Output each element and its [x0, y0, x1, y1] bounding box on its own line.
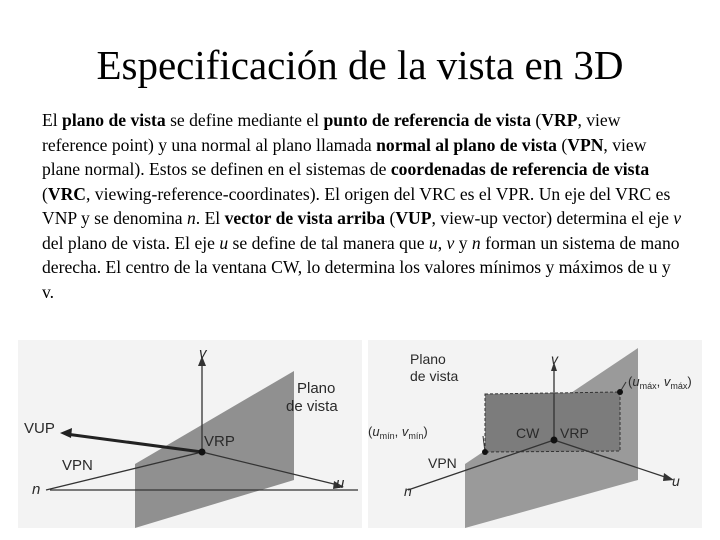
paragraph-segment: (	[385, 208, 396, 228]
paragraph-segment: , view plane normal). Estos se definen en el sistemas de	[42, 134, 647, 179]
paragraph-segment: VRP	[541, 110, 578, 130]
n-axis-label: n	[32, 481, 41, 498]
vpn-label: VPN	[62, 457, 93, 474]
paragraph-segment: VRC	[47, 183, 86, 204]
u-axis-label: u	[336, 475, 345, 492]
paragraph-segment: VUP	[395, 208, 432, 228]
paragraph-segment: , view-up vector) determina el eje	[431, 208, 674, 228]
plane-label-line1: Plano	[297, 380, 336, 397]
paragraph-segment: ,	[437, 232, 447, 253]
paragraph-segment: v	[446, 232, 455, 253]
paragraph-segment: plano de vista	[62, 110, 166, 130]
vrp-label: VRP	[560, 425, 589, 441]
paragraph-segment: , view reference point) y una normal al plano llamada	[42, 110, 621, 155]
paragraph-segment: (	[531, 110, 542, 130]
paragraph-segment: u	[219, 232, 229, 253]
paragraph-segment: . El	[195, 208, 225, 228]
vrp-label: VRP	[204, 433, 235, 450]
v-axis-label: v	[551, 351, 558, 367]
figure-window-cw-diagram	[368, 340, 702, 528]
paragraph-segment: n	[471, 232, 481, 253]
paragraph-segment: u	[428, 232, 438, 253]
figure-view-plane-diagram	[18, 340, 362, 528]
paragraph-segment: VPN	[567, 134, 604, 155]
max-corner-point	[617, 389, 623, 395]
paragraph-segment: y	[454, 232, 472, 253]
u-axis-label: u	[672, 473, 680, 489]
plane-label: Plano de vista	[410, 351, 459, 384]
paragraph-segment: (	[42, 183, 48, 204]
paragraph-segment: vector de vista arriba	[224, 208, 386, 228]
paragraph-segment: forman un sistema de mano derecha. El centro de la ventana CW, lo determina los valores mínimos y máximos de u y v.	[42, 232, 680, 302]
page-title: Especificación de la vista en 3D	[96, 42, 624, 88]
n-axis-label: n	[404, 483, 412, 499]
cw-label: CW	[516, 425, 540, 441]
paragraph-segment: , viewing-reference-coordinates). El origen del VRC es el VPR. Un eje del VRC es VNP y se denomina	[42, 183, 671, 228]
min-corner-point	[482, 449, 488, 455]
plane-label-line2: de vista	[286, 398, 338, 415]
umin-vmin-label: ($u_{mín}$, $v_{mín}$)	[368, 424, 428, 441]
vpn-label: VPN	[428, 455, 457, 471]
paragraph-segment: v	[673, 208, 682, 228]
body-paragraph	[42, 108, 682, 304]
paragraph-segment: del plano de vista. El eje	[42, 232, 220, 253]
vrp-point	[551, 437, 558, 444]
paragraph-segment: coordenadas de referencia de vista	[390, 159, 650, 179]
paragraph-segment: normal al plano de vista	[376, 134, 557, 155]
figure-window-cw	[368, 340, 702, 528]
vup-label: VUP	[24, 420, 55, 437]
paragraph-segment: (	[556, 134, 568, 155]
paragraph-segment: punto de referencia de vista	[323, 110, 532, 130]
v-axis-label: v	[199, 345, 207, 362]
paragraph-segment: se define de tal manera que	[228, 232, 429, 253]
umax-vmax-label: ($u_{máx}$, $v_{máx}$)	[628, 374, 692, 391]
paragraph-segment: se define mediante el	[165, 110, 324, 130]
paragraph-segment: n	[186, 208, 196, 228]
paragraph-segment: El	[42, 110, 63, 130]
figure-view-plane	[18, 340, 362, 528]
